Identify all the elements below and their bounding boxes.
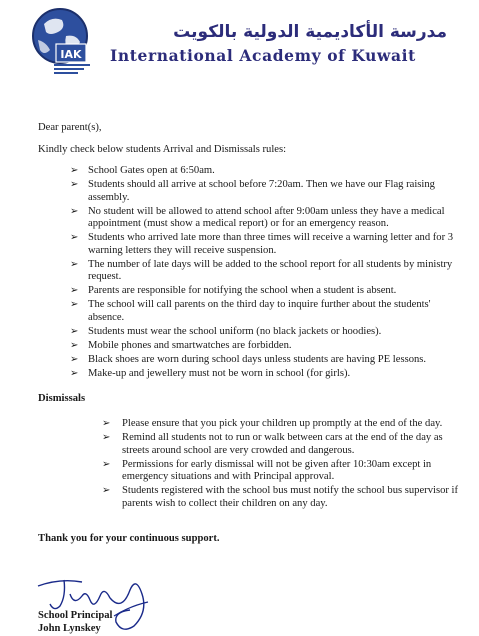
logo-text: IAK bbox=[60, 48, 82, 61]
rule-text: Students should all arrive at school before 7:20am. Then we have our Flag raising assembly. bbox=[88, 179, 435, 203]
arrow-bullet-icon: ➢ bbox=[70, 258, 79, 270]
rule-text: Please ensure that you pick your children up promptly at the end of the day. bbox=[122, 418, 443, 429]
list-item bbox=[70, 179, 465, 204]
rule-text: Black shoes are worn during school days unless students are having PE lessons. bbox=[88, 353, 427, 365]
list-item bbox=[70, 299, 465, 324]
arrival-rules-list bbox=[70, 165, 465, 382]
signatory-name: John Lynskey bbox=[38, 623, 101, 634]
dismissals-heading: Dismissals bbox=[38, 393, 86, 404]
list-item bbox=[70, 285, 465, 298]
rule-text: Make-up and jewellery must not be worn in school (for girls). bbox=[88, 367, 351, 379]
arrow-bullet-icon: ➢ bbox=[102, 458, 111, 470]
signatory-title: School Principal bbox=[38, 610, 113, 621]
rule-text: School Gates open at 6:50am. bbox=[88, 165, 215, 176]
rule-text: Mobile phones and smartwatches are forbidden. bbox=[88, 339, 292, 351]
rule-text: Parents are responsible for notifying the school when a student is absent. bbox=[88, 285, 397, 296]
arrow-bullet-icon: ➢ bbox=[102, 485, 111, 496]
school-name-arabic: مدرسة الأكاديمية الدولية بالكويت bbox=[173, 22, 447, 42]
arrow-bullet-icon: ➢ bbox=[70, 325, 79, 337]
arrow-bullet-icon: ➢ bbox=[70, 339, 79, 351]
school-name-english: International Academy of Kuwait bbox=[110, 46, 416, 65]
list-item bbox=[70, 206, 465, 231]
rule-text: Permissions for early dismissal will not be given after 10:30am except in emergency situations and with Principal approval. bbox=[122, 458, 432, 482]
arrow-bullet-icon: ➢ bbox=[70, 205, 79, 217]
greeting: Dear parent(s), bbox=[38, 122, 102, 133]
arrow-bullet-icon: ➢ bbox=[70, 232, 79, 243]
rule-text: No student will be allowed to attend school after 9:00am unless they have a medical appointment (must show a medical report) or for an emergency reason. bbox=[88, 205, 445, 229]
list-item bbox=[70, 368, 465, 381]
rule-text: Students must wear the school uniform (no black jackets or hoodies). bbox=[88, 325, 382, 337]
arrow-bullet-icon: ➢ bbox=[70, 299, 79, 310]
arrow-bullet-icon: ➢ bbox=[102, 432, 111, 443]
rule-text: Remind all students not to run or walk between cars at the end of the day as streets around school are very crowded and dangerous. bbox=[122, 432, 443, 456]
closing-line: Thank you for your continuous support. bbox=[38, 533, 220, 544]
rule-text: The school will call parents on the third day to inquire further about the students' absence. bbox=[88, 299, 431, 323]
arrow-bullet-icon: ➢ bbox=[70, 179, 79, 190]
list-item bbox=[70, 259, 465, 284]
dismissal-rules-list bbox=[102, 418, 462, 512]
school-logo bbox=[30, 6, 94, 80]
intro-line: Kindly check below students Arrival and Dismissals rules: bbox=[38, 144, 287, 155]
list-item bbox=[102, 459, 462, 484]
list-item bbox=[70, 232, 465, 257]
arrow-bullet-icon: ➢ bbox=[70, 367, 79, 379]
rule-text: The number of late days will be added to the school report for all students by ministry request. bbox=[88, 258, 453, 282]
rule-text: Students registered with the school bus must notify the school bus supervisor if parents wish to collect their children on any day. bbox=[122, 485, 459, 509]
list-item bbox=[102, 432, 462, 457]
list-item bbox=[70, 165, 465, 178]
arrow-bullet-icon: ➢ bbox=[70, 353, 79, 365]
list-item bbox=[102, 418, 462, 431]
list-item bbox=[102, 485, 462, 510]
arrow-bullet-icon: ➢ bbox=[70, 285, 79, 296]
arrow-bullet-icon: ➢ bbox=[70, 165, 79, 176]
list-item bbox=[70, 340, 465, 353]
list-item bbox=[70, 354, 465, 367]
arrow-bullet-icon: ➢ bbox=[102, 418, 111, 429]
rule-text: Students who arrived late more than three times will receive a warning letter and for 3 warning letters they will receive suspension. bbox=[88, 232, 454, 256]
list-item bbox=[70, 326, 465, 339]
